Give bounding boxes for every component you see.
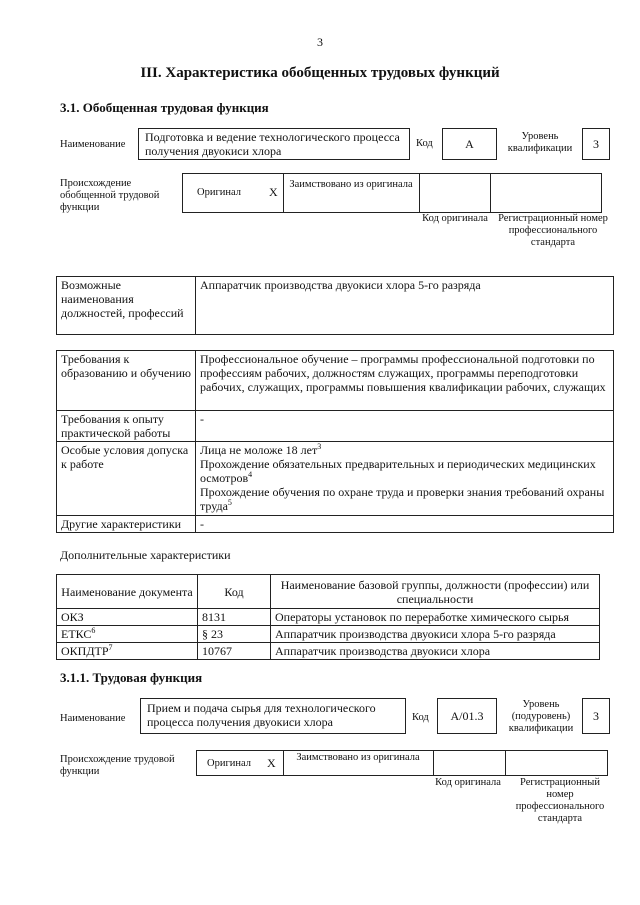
table-row [57, 609, 600, 626]
footnote-mark: 4 [248, 470, 253, 479]
reg-caption: Регистрационный номер профессионального стандарта [515, 777, 605, 824]
doc-cell: ЕТКС$^6$ [57, 626, 198, 643]
positions-label: Возможные наименования должностей, профессий [57, 277, 196, 335]
code-value: A/01.3 [437, 698, 497, 734]
column-header: Наименование базовой группы, должности (профессии) или специальности [271, 575, 600, 609]
name-label: Наименование [60, 713, 126, 724]
requirement-line: Лица не моложе 18 лет$^3$ [200, 442, 322, 457]
name-label: Наименование [60, 139, 126, 150]
level-value: 3 [582, 698, 610, 734]
column-header: Код [198, 575, 271, 609]
origin-table [182, 173, 602, 213]
original-label: Оригинал [207, 758, 251, 769]
section-title: 3.1. Обобщенная трудовая функция [60, 100, 269, 115]
orig-code-caption: Код оригинала [435, 777, 501, 788]
origin-label: Происхождение трудовой функции [60, 754, 175, 777]
original-mark: X [267, 756, 276, 770]
name-value: Прием и подача сырья для технологического процесса получения двуокиси хлора [140, 698, 406, 734]
footnote-mark: 3 [317, 442, 322, 451]
positions-value: Аппаратчик производства двуокиси хлора 5-го разряда [196, 277, 614, 335]
name-cell: Операторы установок по переработке химического сырья [271, 609, 600, 626]
table-row [57, 643, 600, 660]
divider [505, 751, 506, 775]
level-label: Уровень квалификации [507, 131, 573, 154]
name-value: Подготовка и ведение технологического процесса получения двуокиси хлора [138, 128, 410, 160]
name-cell: Аппаратчик производства двуокиси хлора [271, 643, 600, 660]
footnote-mark: 5 [227, 498, 232, 507]
doc-cell: ОКПДТР$^7$ [57, 643, 198, 660]
requirements-table [56, 350, 614, 533]
requirement-value: - [196, 516, 614, 533]
divider [283, 751, 284, 775]
divider [490, 174, 491, 212]
additional-table [56, 574, 600, 660]
footnote-mark: 6 [91, 626, 96, 635]
subsection-title: 3.1.1. Трудовая функция [60, 670, 203, 685]
requirement-label: Другие характеристики [57, 516, 196, 533]
original-mark: X [269, 185, 278, 199]
code-cell: 10767 [198, 643, 271, 660]
original-label: Оригинал [197, 187, 241, 198]
orig-code-caption: Код оригинала [422, 213, 488, 224]
divider [283, 174, 284, 212]
page-number: 3 [317, 35, 323, 49]
reg-caption: Регистрационный номер профессионального стандарта [498, 213, 608, 248]
table-row [57, 626, 600, 643]
divider [419, 174, 420, 212]
requirement-line: Прохождение обязательных предварительных и периодических медицинских осмотров$^4$ [200, 457, 596, 485]
requirement-label: Требования к опыту практической работы [57, 411, 196, 442]
origin-table [196, 750, 608, 776]
requirement-value: - [196, 411, 614, 442]
requirement-label: Требования к образованию и обучению [57, 351, 196, 411]
level-value: 3 [582, 128, 610, 160]
divider [433, 751, 434, 775]
positions-table [56, 276, 614, 335]
code-label: Код [412, 712, 429, 723]
requirement-value: Профессиональное обучение – программы профессиональной подготовки по профессиям рабочих, должностям служащих, программы переподготовки рабочих, служащих, программы повышения квалификации рабочих, служащих [196, 351, 614, 411]
code-label: Код [416, 138, 433, 149]
doc-cell: ОКЗ [57, 609, 198, 626]
borrowed-label: Заимствовано из оригинала [296, 752, 420, 763]
code-cell: 8131 [198, 609, 271, 626]
requirement-line: Прохождение обучения по охране труда и проверки знания требований охраны труда$^5$ [200, 485, 605, 513]
requirement-label: Особые условия допуска к работе [57, 442, 196, 516]
origin-label: Происхождение обобщенной трудовой функции [60, 178, 160, 213]
requirement-value [196, 442, 614, 516]
page-title: III. Характеристика обобщенных трудовых функций [140, 65, 500, 81]
footnote-mark: 7 [108, 643, 113, 652]
level-label: Уровень (подуровень) квалификации [508, 699, 574, 734]
column-header: Наименование документа [57, 575, 198, 609]
name-cell: Аппаратчик производства двуокиси хлора 5-го разряда [271, 626, 600, 643]
code-cell: § 23 [198, 626, 271, 643]
code-value: А [442, 128, 497, 160]
additional-title: Дополнительные характеристики [60, 548, 231, 562]
borrowed-label: Заимствовано из оригинала [289, 179, 413, 190]
